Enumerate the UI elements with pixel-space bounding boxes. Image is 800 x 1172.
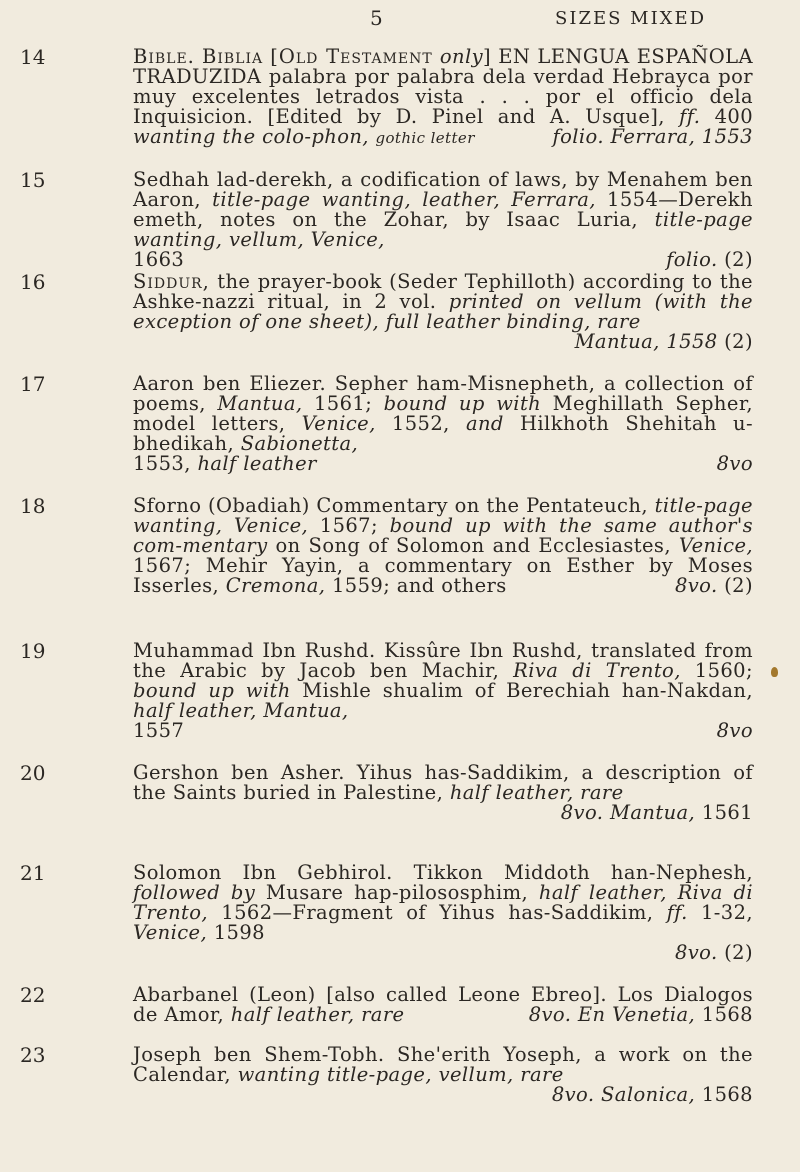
lot-year: 1553, [133,452,191,475]
lot-count: (2) [724,330,753,353]
page-header [0,6,800,32]
lot-year: 1598 [213,921,265,944]
lot-size: 8vo. [528,1003,572,1026]
lot-heading: Bible. [133,45,195,68]
lot-description: Gershon ben Asher. Yihus has-Saddikim, a description of the Saints buried in Palestine, half leather, rare 8vo. Mantua, 1561 [133,761,753,824]
lot-year: 1561 [701,801,753,824]
lot-description: Abarbanel (Leon) [also called Leone Ebreo]. Los Dialogos de Amor, half leather, rare 8vo. En Venetia, 1568 [133,983,753,1026]
lot-size: folio. [552,125,604,148]
ink-mark [771,667,778,677]
lot-number: 22 [20,983,46,1007]
lot-size: 8vo. [674,574,718,597]
lot-size: folio. [666,248,718,271]
lot-description: Joseph ben Shem-Tobh. She'erith Yoseph, a work on the Calendar, wanting title-page, vellum, rare 8vo. Salonica, 1568 [133,1043,753,1106]
page-number: 5 [370,6,384,30]
lot-place: En Venetia, [577,1003,696,1026]
lot-description: Muhammad Ibn Rushd. Kissûre Ibn Rushd, translated from the Arabic by Jacob ben Machir, Riva di Trento, 1560; bound up with Mishle shualim of Berechiah han-Nakdan, half leather, Mantua, 1557 8vo [133,639,753,742]
lot-number: 23 [20,1043,46,1067]
lot-description: Solomon Ibn Gebhirol. Tikkon Middoth han-Nephesh, followed by Musare hap-pilososphim, half leather, Riva di Trento, 1562—Fragment of Yihus has-Saddikim, ff. 1-32, Venice, 1598 8vo. (2) [133,861,754,964]
lot-size: 8vo. [674,941,718,964]
running-title: SIZES MIXED [555,8,707,29]
lot-number: 19 [20,639,46,663]
lot-place: Mantua, [609,801,696,824]
lot-count: (2) [724,941,753,964]
lot-size: 8vo. [551,1083,595,1106]
lot-year: 1568 [701,1003,753,1026]
lot-size: 8vo [716,452,753,475]
lot-heading: Siddur, [133,270,210,293]
lot-description: Aaron ben Eliezer. Sepher ham-Misnepheth, a collection of poems, Mantua, 1561; bound up with Meghillath Sepher, model letters, Venice, 1552, and Hilkhoth Shehitah u-bhedikah, Sabionetta, 1553, half leather 8vo [133,372,754,475]
lot-place: Ferrara, 1553 [610,125,753,148]
lot-binding: half leather [197,452,317,475]
lot-number: 15 [20,168,46,192]
lot-size: 8vo [716,719,753,742]
lot-number: 14 [20,45,46,69]
lot-year: 1663 [133,248,185,271]
lot-number: 21 [20,861,46,885]
lot-heading-2: Biblia [202,45,264,68]
lot-description: Sedhah lad-derekh, a codification of laws, by Menahem ben Aaron, title-page wanting, leather, Ferrara, 1554—Derekh emeth, notes on the Zohar, by Isaac Luria, title-page wanting, vellum, Venice, 1663 folio. (2) [133,168,753,271]
lot-number: 16 [20,270,46,294]
lot-place: Mantua, 1558 [574,330,718,353]
lot-number: 20 [20,761,46,785]
lot-number: 18 [20,494,46,518]
lot-description: Siddur, the prayer-book (Seder Tephilloth) according to the Ashke-nazzi ritual, in 2 vol. printed on vellum (with the exception of one sheet), full leather binding, rare Mantua, 1558 (2) [133,270,754,353]
lot-size: 8vo. [560,801,604,824]
lot-number: 17 [20,372,46,396]
lot-year: 1557 [133,719,185,742]
lot-year: 1568 [701,1083,753,1106]
lot-description: Sforno (Obadiah) Commentary on the Pentateuch, title-page wanting, Venice, 1567; bound up with the same author's com-mentary on Song of Solomon and Ecclesiastes, Venice, 1567; Mehir Yayin, a commentary on Esther by Moses Isserles, Cremona, 1559; and others 8vo. (2) [133,494,753,597]
lot-place: Salonica, [601,1083,696,1106]
lot-count: (2) [724,248,753,271]
lot-description: Bible. Biblia [Old Testament only] EN LENGUA ESPAÑOLA TRADUZIDA palabra por palabra dela verdad Hebrayca por muy excelentes letrados vista . . . por el officio dela Inquisicion. [Edited by D. Pinel and A. Usque], ff. 400 wanting the colo-phon, gothic letter folio. Ferrara, 1553 [133,45,753,148]
lot-count: (2) [724,574,753,597]
